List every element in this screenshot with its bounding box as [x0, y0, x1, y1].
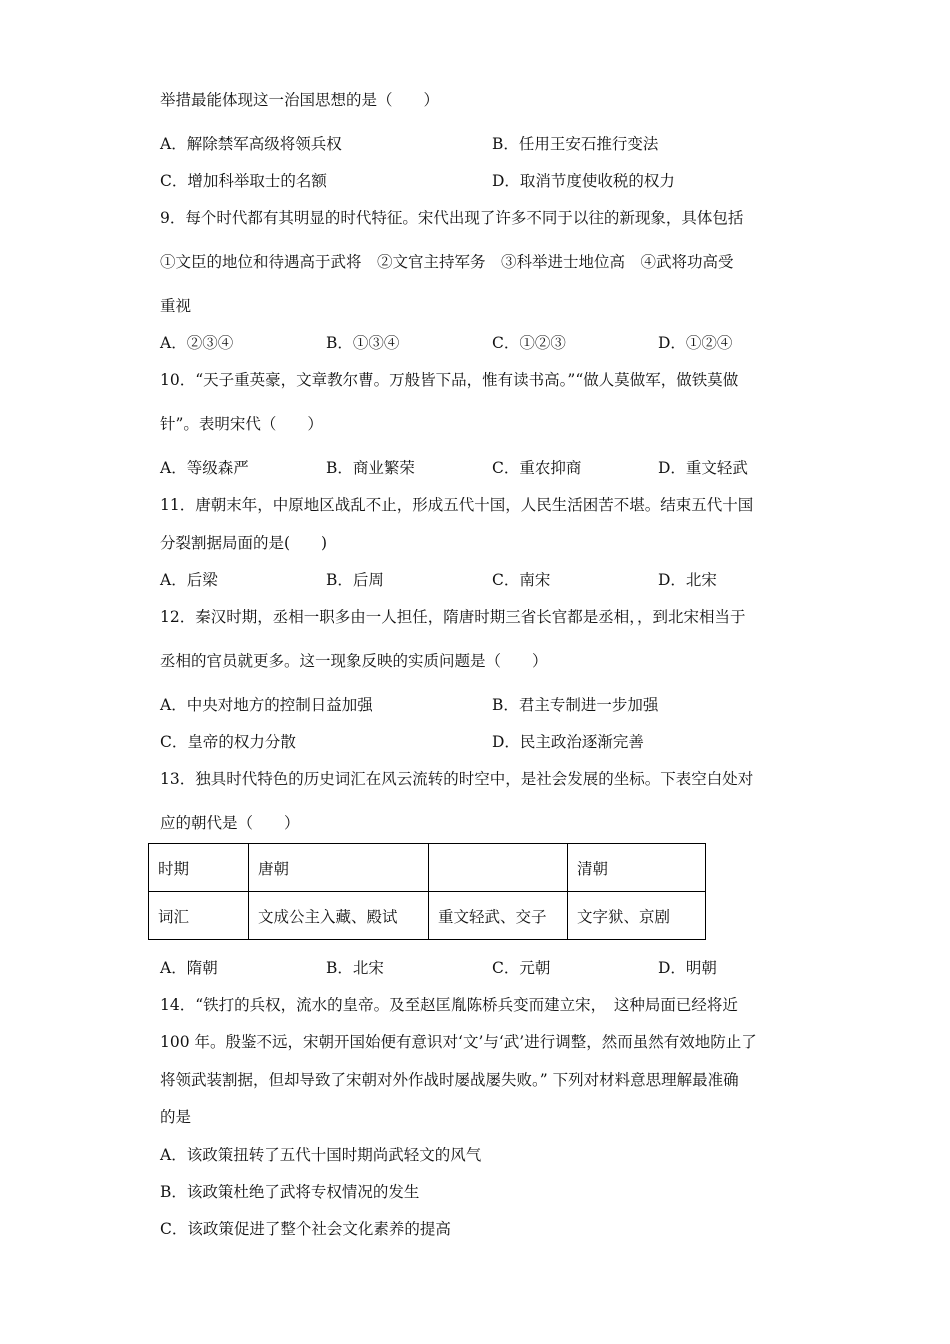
q9-option-d: D．①②④ — [658, 334, 733, 352]
q8-option-c: C．增加科举取士的名额 — [160, 172, 327, 190]
q12-stem-line-1: 12．秦汉时期，丞相一职多由一人担任，隋唐时期三省长官都是丞相，，到北宋相当于 — [160, 608, 746, 626]
q8-option-b: B．任用王安石推行变法 — [492, 135, 659, 153]
q14-option-c: C．该政策促进了整个社会文化素养的提高 — [160, 1220, 451, 1238]
q10-option-b: B．商业繁荣 — [326, 459, 415, 477]
q12-option-d: D．民主政治逐渐完善 — [492, 733, 644, 751]
q12-stem-line-2: 丞相的官员就更多。这一现象反映的实质问题是（ ） — [160, 652, 548, 670]
q12-option-a: A．中央对地方的控制日益加强 — [160, 696, 373, 714]
table-row — [149, 844, 706, 892]
q10-stem-line-2: 针”。表明宋代（ ） — [160, 415, 323, 433]
q10-option-d: D．重文轻武 — [658, 459, 748, 477]
q8-stem-line: 举措最能体现这一治国思想的是（ ） — [160, 91, 440, 109]
q9-option-b: B．①③④ — [326, 334, 400, 352]
q14-option-a: A．该政策扭转了五代十国时期尚武轻文的风气 — [160, 1146, 482, 1164]
q11-stem-line-1: 11．唐朝末年，中原地区战乱不止，形成五代十国，人民生活困苦不堪。结束五代十国 — [160, 496, 754, 514]
q14-option-b: B．该政策杜绝了武将专权情况的发生 — [160, 1183, 420, 1201]
q13-option-d: D．明朝 — [658, 959, 717, 977]
table-cell: 重文轻武、交子 — [429, 892, 568, 940]
q14-stem-line-2: 100 年。殷鉴不远，宋朝开国始便有意识对‘文’与‘武’进行调整，然而虽然有效地防止了 — [160, 1033, 757, 1051]
q8-option-a: A．解除禁军高级将领兵权 — [160, 135, 342, 153]
table-cell: 时期 — [149, 844, 249, 892]
q13-option-a: A．隋朝 — [160, 959, 218, 977]
q11-option-d: D．北宋 — [658, 571, 717, 589]
q13-option-c: C．元朝 — [492, 959, 551, 977]
table-row — [149, 892, 706, 940]
q14-stem-line-4: 的是 — [160, 1108, 192, 1126]
q14-stem-line-3: 将领武装割据，但却导致了宋朝对外作战时屡战屡失败。” 下列对材料意思理解最准确 — [160, 1071, 739, 1089]
q9-option-a: A．②③④ — [160, 334, 234, 352]
table-cell: 清朝 — [568, 844, 706, 892]
q12-option-b: B．君主专制进一步加强 — [492, 696, 659, 714]
q10-option-a: A．等级森严 — [160, 459, 249, 477]
q13-stem-line-1: 13．独具时代特色的历史词汇在风云流转的时空中，是社会发展的坐标。下表空白处对 — [160, 770, 754, 788]
q8-option-d: D．取消节度使收税的权力 — [492, 172, 675, 190]
table-cell: 词汇 — [149, 892, 249, 940]
table-cell-blank — [429, 844, 568, 892]
q9-stem-line-2: ①文臣的地位和待遇高于武将 ②文官主持军务 ③科举进士地位高 ④武将功高受 — [160, 253, 734, 271]
q11-option-a: A．后梁 — [160, 571, 218, 589]
q9-stem-line-3: 重视 — [160, 297, 192, 315]
q11-option-b: B．后周 — [326, 571, 384, 589]
q10-stem-line-1: 10．“天子重英豪，文章教尔曹。万般皆下品，惟有读书高。”“做人莫做军，做铁莫做 — [160, 371, 739, 389]
table-cell: 唐朝 — [249, 844, 429, 892]
table-cell: 文字狱、京剧 — [568, 892, 706, 940]
q14-stem-line-1: 14．“铁打的兵权，流水的皇帝。及至赵匡胤陈桥兵变而建立宋， 这种局面已经将近 — [160, 996, 738, 1014]
q13-option-b: B．北宋 — [326, 959, 384, 977]
q13-stem-line-2: 应的朝代是（ ） — [160, 814, 300, 832]
q11-stem-line-2: 分裂割据局面的是( ) — [160, 534, 328, 552]
table-cell: 文成公主入藏、殿试 — [249, 892, 429, 940]
q9-stem-line-1: 9．每个时代都有其明显的时代特征。宋代出现了许多不同于以往的新现象，具体包括 — [160, 209, 744, 227]
q11-option-c: C．南宋 — [492, 571, 551, 589]
q9-option-c: C．①②③ — [492, 334, 566, 352]
q10-option-c: C．重农抑商 — [492, 459, 582, 477]
q12-option-c: C．皇帝的权力分散 — [160, 733, 296, 751]
dynasty-vocab-table — [148, 843, 706, 940]
